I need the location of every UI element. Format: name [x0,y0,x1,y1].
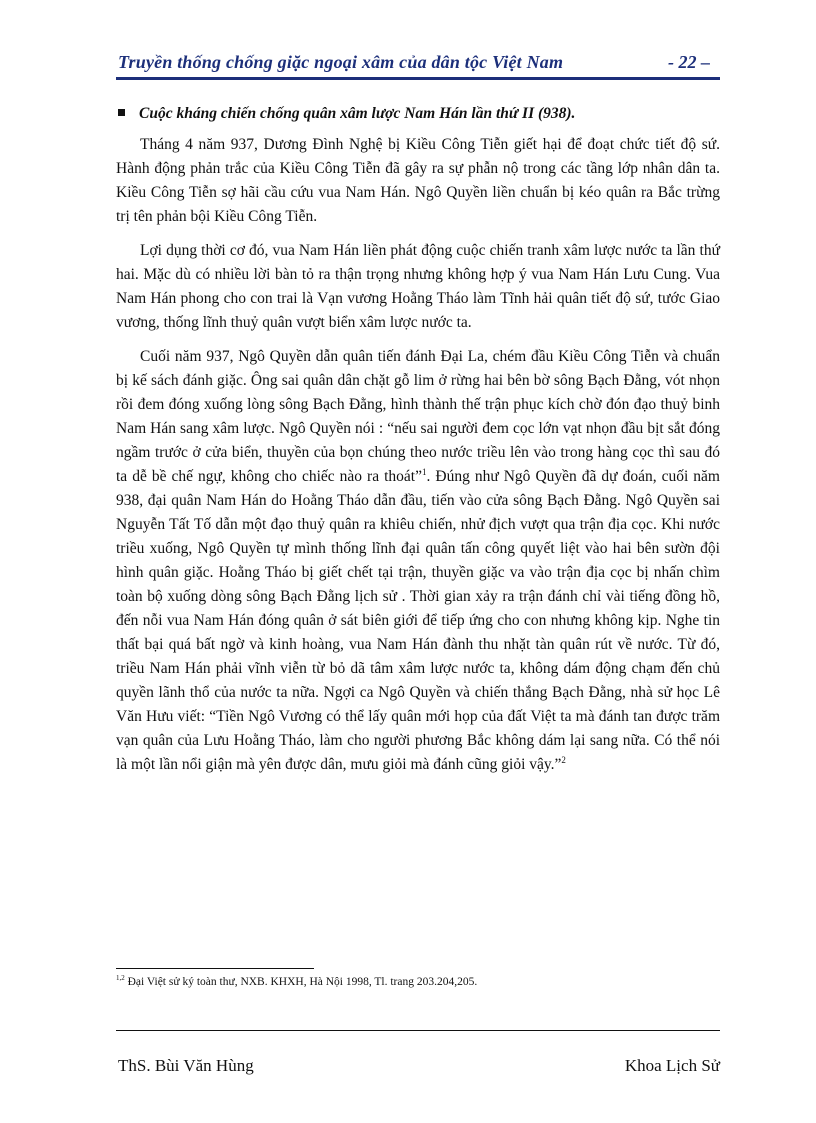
footnote-ref-1: 1 [421,466,427,477]
paragraph-3-part-b: . Đúng như Ngô Quyền đã dự đoán, cuối năm 938, đại quân Nam Hán do Hoằng Tháo dẫn đầu, tiến vào cửa sông Bạch Đằng. Ngô Quyền sai Nguyễn Tất Tố dẫn một đạo thuỷ quân ra khiêu chiến, nhử địch vượt qua trận địa cọc. Khi nước triều xuống, Ngô Quyền tự mình thống lĩnh đại quân tấn công quyết liệt vào hai bên sườn đội hình quân giặc. Hoằng Tháo bị giết chết tại trận, thuyền giặc va vào trận địa cọc bị nhấn chìm toàn bộ xuống dòng sông Bạch Đằng lịch sử . Thời gian xảy ra trận đánh chỉ vài tiếng đồng hồ, đến nỗi vua Nam Hán đóng quân ở sát biên giới để tiếp ứng cho con nhưng không kịp. Nghe tin thất bại quá bất ngờ và kinh hoàng, vua Nam Hán đành thu nhặt tàn quân rút về nước. Từ đó, triều Nam Hán phải vĩnh viễn từ bỏ dã tâm xâm lược nước ta, không dám động chạm đến chủ quyền lãnh thổ của nước ta nữa. Ngợi ca Ngô Quyền và chiến thắng Bạch Đằng, nhà sử học Lê Văn Hưu viết: “Tiền Ngô Vương có thể lấy quân mới họp của đất Việt ta mà đánh tan được trăm vạn quân của Lưu Hoằng Tháo, làm cho người phương Bắc không dám lại sang nữa. Có thể nói là một lần nổi giận mà yên được dân, mưu giỏi mà đánh cũng giỏi vậy.” [116,468,720,773]
page-number: - 22 – [668,52,710,72]
footer-department: Khoa Lịch Sử [624,1056,720,1075]
footnote [116,976,477,988]
paragraph-3-part-a: Cuối năm 937, Ngô Quyền dẫn quân tiến đánh Đại La, chém đầu Kiều Công Tiễn và chuẩn bị kế sách đánh giặc. Ông sai quân dân chặt gỗ lim ở rừng hai bên bờ sông Bạch Đằng, vót nhọn rồi đem đóng xuống lòng sông Bạch Đằng, hình thành thế trận phục kích chờ đón đạo thuỷ binh Nam Hán sang xâm lược. Ngô Quyền nói : “nếu sai người đem cọc lớn vạt nhọn đầu bịt sắt đóng ngầm trước ở cửa biển, thuyền của bọn chúng theo nước triều lên vào trong hàng cọc thì sau đó ta dễ bề chế ngự, không cho chiếc nào ra thoát” [116,348,720,485]
page-header [116,50,720,76]
section-heading [118,105,575,123]
footer-author: ThS. Bùi Văn Hùng [118,1056,254,1075]
footer-divider [116,1030,720,1031]
paragraph-1: Tháng 4 năm 937, Dương Đình Nghệ bị Kiều Công Tiễn giết hại để đoạt chức tiết độ sứ. Hành động phản trắc của Kiều Công Tiễn đã gây ra sự phẫn nộ trong các tầng lớp nhân dân ta. Kiều Công Tiễn sợ hãi cầu cứu vua Nam Hán. Ngô Quyền liền chuẩn bị kéo quân ra Bắc trừng trị tên phản bội Kiều Công Tiễn. [116,136,720,225]
header-title: Truyền thống chống giặc ngoại xâm của dân tộc Việt Nam [118,52,564,72]
paragraph-2: Lợi dụng thời cơ đó, vua Nam Hán liền phát động cuộc chiến tranh xâm lược nước ta lần thứ hai. Mặc dù có nhiều lời bàn tỏ ra thận trọng nhưng không hợp ý vua Nam Hán Lưu Cung. Vua Nam Hán phong cho con trai là Vạn vương Hoằng Tháo làm Tĩnh hải quân tiết độ sứ, tước Giao vương, thống lĩnh thuỷ quân vượt biển xâm lược nước ta. [116,242,720,331]
header-divider [116,77,720,80]
square-bullet-icon [118,109,125,116]
body-text [116,133,720,787]
footnote-divider [116,968,314,969]
footnote-text: Đại Việt sử ký toàn thư, NXB. KHXH, Hà Nội 1998, Tl. trang 203.204,205. [124,976,478,988]
paragraph-3 [116,345,720,777]
section-heading-text: Cuộc kháng chiến chống quân xâm lược Nam Hán lần thứ II (938). [139,105,576,122]
footnote-ref-2: 2 [561,754,566,765]
footnote-marker: 1,2 [116,974,125,983]
